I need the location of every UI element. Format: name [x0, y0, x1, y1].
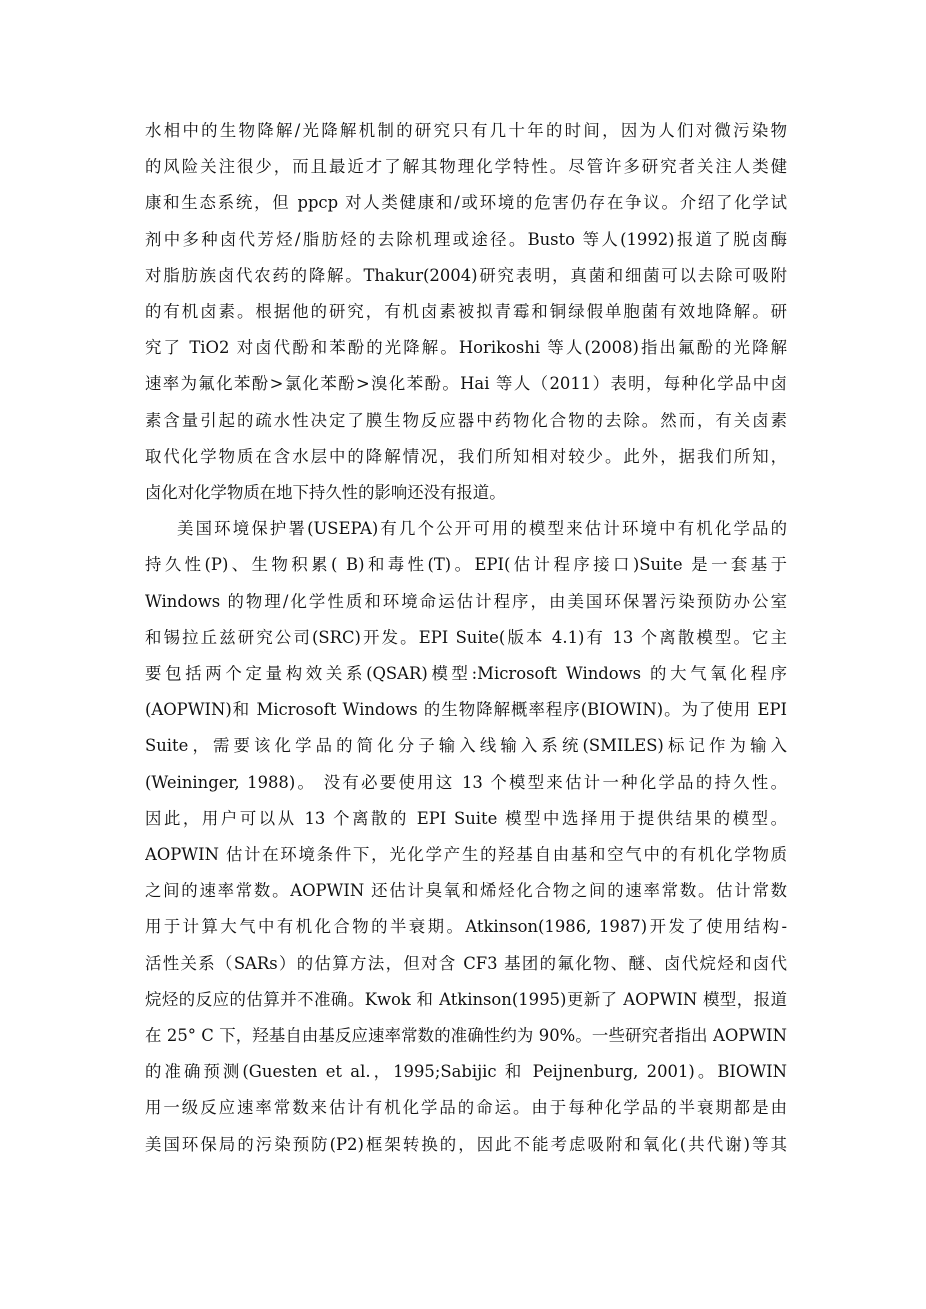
text-line: 用一级反应速率常数来估计有机化学品的命运。由于每种化学品的半衰期都是由	[145, 1098, 787, 1118]
text-line: (Weininger, 1988)。 没有必要使用这 13 个模型来估计一种化学品的持久性。	[145, 772, 787, 792]
text-line: 在 25° C 下，羟基自由基反应速率常数的准确性约为 90%。一些研究者指出 AOPWIN	[145, 1026, 787, 1046]
text-line: 要包括两个定量构效关系(QSAR)模型:Microsoft Windows 的大气氧化程序	[145, 664, 787, 684]
text-line: (AOPWIN)和 Microsoft Windows 的生物降解概率程序(BIOWIN)。为了使用 EPI	[145, 700, 787, 720]
text-line: 水相中的生物降解/光降解机制的研究只有几十年的时间，因为人们对微污染物	[145, 121, 787, 140]
paragraph-1	[145, 113, 787, 511]
text-line: 持久性(P)、生物积累( B)和毒性(T)。EPI(估计程序接口)Suite 是一套基于	[145, 555, 787, 575]
paragraph-2	[145, 511, 787, 1163]
text-line: 速率为氟化苯酚>氯化苯酚>溴化苯酚。Hai 等人（2011）表明，每种化学品中卤	[145, 374, 787, 394]
text-line: 美国环保局的污染预防(P2)框架转换的，因此不能考虑吸附和氧化(共代谢)等其	[145, 1134, 787, 1154]
text-line: 烷烃的反应的估算并不准确。Kwok 和 Atkinson(1995)更新了 AOPWIN 模型，报道	[145, 989, 787, 1009]
text-line: Suite，需要该化学品的简化分子输入线输入系统(SMILES)标记作为输入	[145, 736, 787, 756]
text-line: 的风险关注很少，而且最近才了解其物理化学特性。尽管许多研究者关注人类健	[145, 157, 787, 177]
text-line: AOPWIN 估计在环境条件下，光化学产生的羟基自由基和空气中的有机化学物质	[145, 845, 787, 865]
text-line: 因此，用户可以从 13 个离散的 EPI Suite 模型中选择用于提供结果的模型。	[145, 808, 787, 828]
text-line: 的有机卤素。根据他的研究，有机卤素被拟青霉和铜绿假单胞菌有效地降解。研	[145, 302, 787, 322]
text-line: 和锡拉丘兹研究公司(SRC)开发。EPI Suite(版本 4.1)有 13 个离散模型。它主	[145, 627, 787, 647]
text-line: 康和生态系统，但 ppcp 对人类健康和/或环境的危害仍存在争议。介绍了化学试	[145, 193, 787, 213]
text-line: 用于计算大气中有机化合物的半衰期。Atkinson(1986, 1987)开发了使用结构-	[145, 917, 787, 937]
body-text	[145, 113, 787, 1163]
text-line: 素含量引起的疏水性决定了膜生物反应器中药物化合物的去除。然而，有关卤素	[145, 410, 787, 430]
text-line: 美国环境保护署(USEPA)有几个公开可用的模型来估计环境中有机化学品的	[177, 519, 787, 539]
text-line: 活性关系（SARs）的估算方法，但对含 CF3 基团的氟化物、醚、卤代烷烃和卤代	[145, 953, 787, 973]
text-line: 卤化对化学物质在地下持久性的影响还没有报道。	[145, 483, 506, 503]
text-line: 剂中多种卤代芳烃/脂肪烃的去除机理或途径。Busto 等人(1992)报道了脱卤酶	[145, 229, 787, 249]
text-line: 对脂肪族卤代农药的降解。Thakur(2004)研究表明，真菌和细菌可以去除可吸附	[145, 265, 787, 285]
text-line: 之间的速率常数。AOPWIN 还估计臭氧和烯烃化合物之间的速率常数。估计常数	[145, 881, 787, 901]
text-line: 究了 TiO2 对卤代酚和苯酚的光降解。Horikoshi 等人(2008)指出氟酚的光降解	[145, 338, 787, 358]
text-line: 取代化学物质在含水层中的降解情况，我们所知相对较少。此外，据我们所知，	[145, 446, 787, 466]
text-line: Windows 的物理/化学性质和环境命运估计程序，由美国环保署污染预防办公室	[145, 591, 787, 611]
text-line: 的准确预测(Guesten et al.，1995;Sabijic 和 Peijnenburg, 2001)。BIOWIN	[145, 1062, 787, 1082]
